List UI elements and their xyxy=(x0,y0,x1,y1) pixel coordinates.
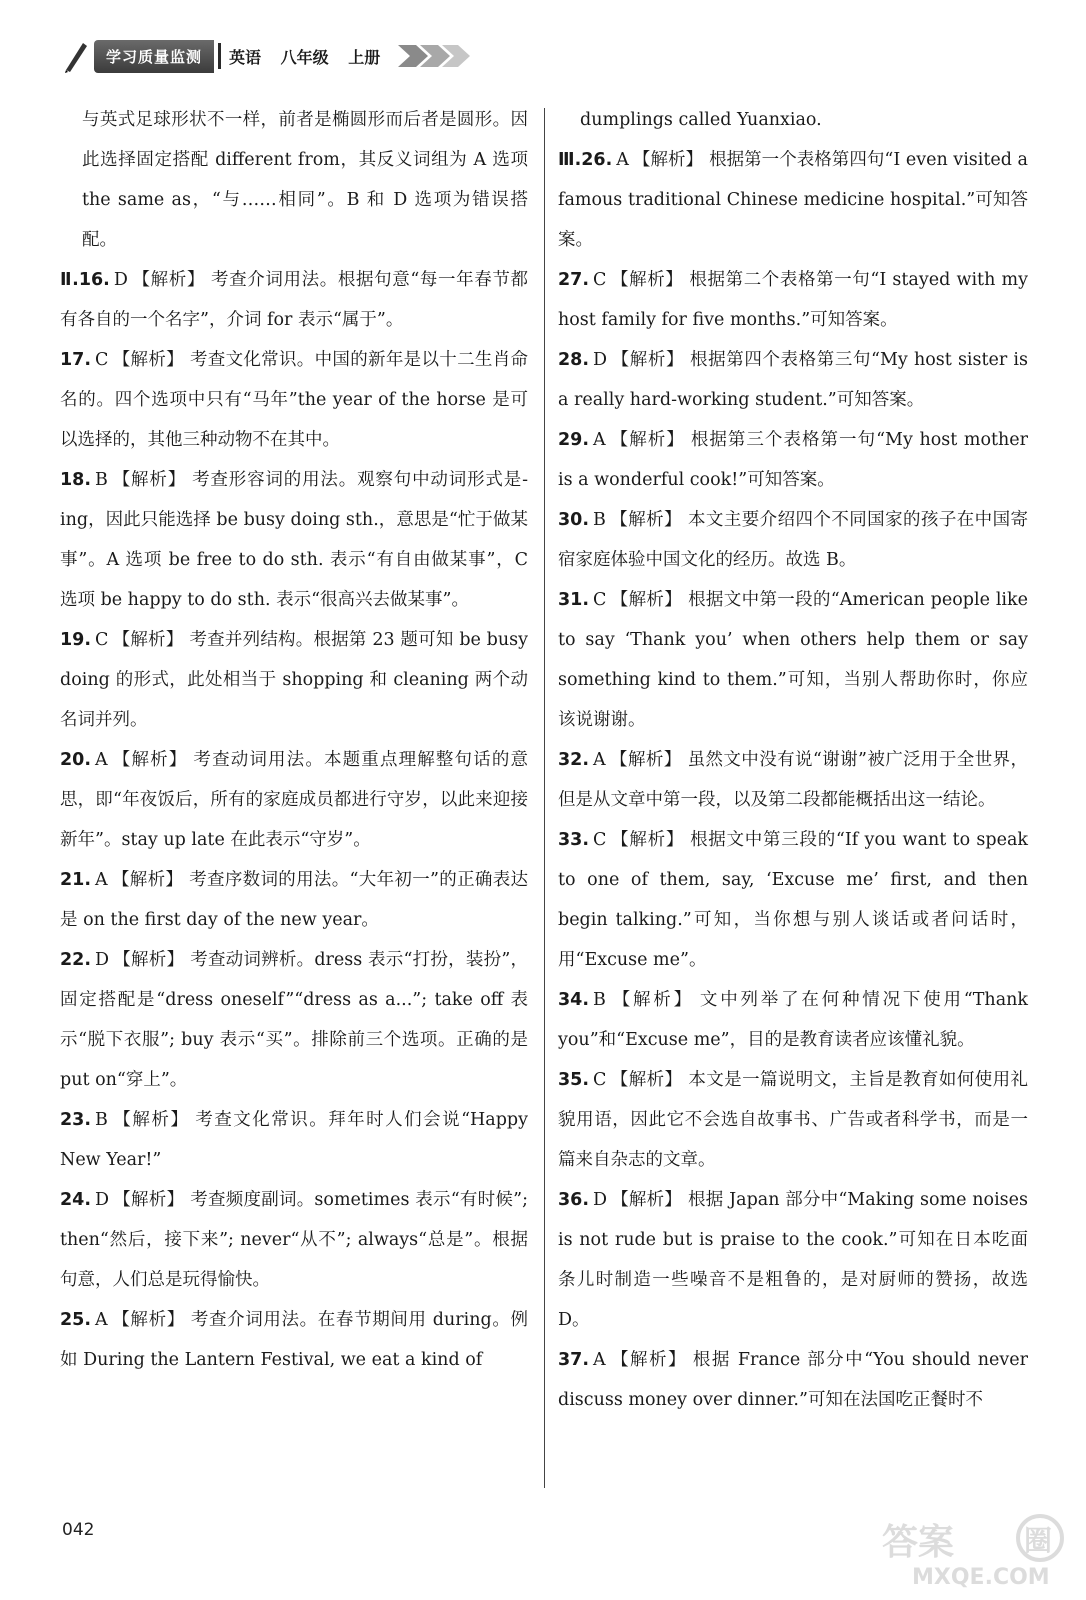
answer-entry xyxy=(558,740,1028,820)
continuation-text xyxy=(60,100,528,260)
page-header xyxy=(62,36,482,76)
answer-letter: B xyxy=(593,990,606,1010)
explanation-text: 考查动词用法。本题重点理解整句话的意思，即“年夜饭后，所有的家庭成员都进行守岁，以此来迎接新年”。stay up late 在此表示“守岁”。 xyxy=(60,750,529,850)
answer-entry xyxy=(60,1180,528,1300)
answer-letter: B xyxy=(95,470,108,490)
explanation-text: 考查介词用法。在春节期间用 during。例如 During the Lantern Festival, we eat a kind of xyxy=(60,1310,528,1370)
answer-letter: C xyxy=(95,630,109,650)
question-number: 30. xyxy=(558,510,590,530)
analysis-tag: 【解析】 xyxy=(632,150,704,170)
explanation-text: 考查并列结构。根据第 23 题可知 be busy doing 的形式，此处相当于 shopping 和 cleaning 两个动名词并列。 xyxy=(60,630,528,730)
answer-entry xyxy=(60,260,528,340)
analysis-tag: 【解析】 xyxy=(112,630,184,650)
analysis-tag: 【解析】 xyxy=(111,870,184,890)
answer-entry xyxy=(558,260,1028,340)
answer-letter: B xyxy=(593,510,606,530)
question-number: 29. xyxy=(558,430,590,450)
answer-entry xyxy=(60,860,528,940)
answer-letter: A xyxy=(616,150,629,170)
header-meta xyxy=(229,45,394,68)
continuation-text xyxy=(558,100,1028,140)
answer-entry xyxy=(60,460,528,620)
analysis-tag: 【解析】 xyxy=(610,830,685,850)
analysis-tag: 【解析】 xyxy=(112,350,184,370)
analysis-tag: 【解析】 xyxy=(609,430,685,450)
explanation-text: 根据第三个表格第一句“My host mother is a wonderful cook!”可知答案。 xyxy=(558,430,1029,490)
analysis-tag: 【解析】 xyxy=(113,1190,185,1210)
explanation-text: 考查介词用法。根据句意“每一年春节都有各自的一个名字”，介词 for 表示“属于”。 xyxy=(60,270,529,330)
question-number: 36. xyxy=(558,1190,590,1210)
question-number: 18. xyxy=(60,470,92,490)
answer-letter: A xyxy=(95,870,108,890)
question-number: 31. xyxy=(558,590,590,610)
answer-letter: D xyxy=(593,1190,608,1210)
left-column xyxy=(60,100,528,1380)
question-number: 23. xyxy=(60,1110,92,1130)
answer-entry xyxy=(558,1340,1028,1420)
answer-letter: D xyxy=(113,270,128,290)
answer-entry xyxy=(60,740,528,860)
answer-entry xyxy=(558,140,1028,260)
analysis-tag: 【解析】 xyxy=(610,590,683,610)
question-number: 22. xyxy=(60,950,92,970)
analysis-tag: 【解析】 xyxy=(609,750,682,770)
question-number: 26. xyxy=(581,150,613,170)
analysis-tag: 【解析】 xyxy=(111,750,188,770)
analysis-tag: 【解析】 xyxy=(611,1190,683,1210)
volume-label: 上册 xyxy=(348,47,381,67)
question-number: 20. xyxy=(60,750,92,770)
answer-entry xyxy=(60,620,528,740)
explanation-text: 根据文中第三段的“If you want to speak to one of them, say, ‘Excuse me’ first, and then begin talking.”可知，当你想与别人谈话或者问话时，用“Excuse me”。 xyxy=(558,830,1028,970)
explanation-text: 与英式足球形状不一样，前者是椭圆形而后者是圆形。因此选择固定搭配 different from，其反义词组为 A 选项 the same as，“与……相同”。B 和 D 选项为错误搭配。 xyxy=(82,110,528,250)
answer-letter: B xyxy=(95,1110,108,1130)
answer-letter: A xyxy=(95,1310,108,1330)
explanation-text: 本文主要介绍四个不同国家的孩子在中国寄宿家庭体验中国文化的经历。故选 B。 xyxy=(558,510,1029,570)
question-number: 24. xyxy=(60,1190,92,1210)
answer-entry xyxy=(558,420,1028,500)
answer-letter: C xyxy=(593,270,607,290)
answer-entry xyxy=(558,580,1028,740)
answer-entry xyxy=(60,1300,528,1380)
grade-label: 八年级 xyxy=(280,47,329,67)
question-number: 25. xyxy=(60,1310,92,1330)
answer-entry xyxy=(558,500,1028,580)
answer-entry xyxy=(558,1180,1028,1340)
analysis-tag: 【解析】 xyxy=(609,990,694,1010)
analysis-tag: 【解析】 xyxy=(610,270,684,290)
answer-letter: D xyxy=(95,1190,110,1210)
answer-letter: A xyxy=(593,750,606,770)
explanation-text: 根据文中第一段的“American people like to say ‘Thank you’ when others help them or say something kind to them.”可知，当别人帮助你时，你应该说谢谢。 xyxy=(558,590,1028,730)
question-number: 28. xyxy=(558,350,590,370)
explanation-text: dumplings called Yuanxiao. xyxy=(580,110,822,130)
explanation-text: 虽然文中没有说“谢谢”被广泛用于全世界，但是从文章中第一段，以及第二段都能概括出这一结论。 xyxy=(558,750,1028,810)
svg-text:答案: 答案 xyxy=(882,1522,955,1563)
svg-text:圈: 圈 xyxy=(1024,1524,1053,1557)
answer-entry xyxy=(558,980,1028,1060)
answer-letter: C xyxy=(593,1070,607,1090)
question-number: 33. xyxy=(558,830,590,850)
explanation-text: 考查文化常识。拜年时人们会说“Happy New Year!” xyxy=(60,1110,529,1170)
answer-entry xyxy=(60,1100,528,1180)
analysis-tag: 【解析】 xyxy=(609,510,682,530)
explanation-text: 根据 Japan 部分中“Making some noises is not rude but is praise to the cook.”可知在日本吃面条儿时制造一些噪音不是粗鲁的，是对厨师的赞扬，故选 D。 xyxy=(558,1190,1029,1330)
explanation-text: 根据第二个表格第一句“I stayed with my host family for five months.”可知答案。 xyxy=(558,270,1028,330)
answer-entry xyxy=(60,340,528,460)
pen-icon xyxy=(62,38,90,74)
analysis-tag: 【解析】 xyxy=(111,470,187,490)
analysis-tag: 【解析】 xyxy=(131,270,205,290)
question-number: 17. xyxy=(60,350,92,370)
answer-letter: A xyxy=(593,430,606,450)
explanation-text: 考查动词辨析。dress 表示“打扮，装扮”，固定搭配是“dress oneself”“dress as a...”; take off 表示“脱下衣服”; buy 表示“买”。排除前三个选项。正确的是 put on“穿上”。 xyxy=(60,950,529,1090)
question-number: 37. xyxy=(558,1350,590,1370)
answer-letter: C xyxy=(95,350,109,370)
question-number: 32. xyxy=(558,750,590,770)
question-number: 21. xyxy=(60,870,92,890)
column-divider xyxy=(544,108,545,1488)
question-number: 35. xyxy=(558,1070,590,1090)
answer-entry xyxy=(558,340,1028,420)
watermark-logo xyxy=(872,1512,1072,1590)
explanation-text: 本文是一篇说明文，主旨是教育如何使用礼貌用语，因此它不会选自故事书、广告或者科学书，而是一篇来自杂志的文章。 xyxy=(558,1070,1029,1170)
analysis-tag: 【解析】 xyxy=(113,950,185,970)
question-number: 34. xyxy=(558,990,590,1010)
question-number: 16. xyxy=(78,270,110,290)
analysis-tag: 【解析】 xyxy=(111,1110,190,1130)
answer-letter: D xyxy=(593,350,608,370)
answer-letter: C xyxy=(593,830,607,850)
analysis-tag: 【解析】 xyxy=(611,350,685,370)
explanation-text: 考查频度副词。sometimes 表示“有时候”; then“然后，接下来”; never“从不”; always“总是”。根据句意，人们总是玩得愉快。 xyxy=(60,1190,528,1290)
answer-letter: A xyxy=(95,750,108,770)
explanation-text: 考查文化常识。中国的新年是以十二生肖命名的。四个选项中只有“马年”the year of the horse 是可以选择的，其他三种动物不在其中。 xyxy=(60,350,529,450)
explanation-text: 根据第一个表格第四句“I even visited a famous traditional Chinese medicine hospital.”可知答案。 xyxy=(558,150,1028,250)
analysis-tag: 【解析】 xyxy=(111,1310,185,1330)
right-column xyxy=(558,100,1028,1420)
explanation-text: 文中列举了在何种情况下使用“Thank you”和“Excuse me”，目的是教育读者应该懂礼貌。 xyxy=(558,990,1029,1050)
analysis-tag: 【解析】 xyxy=(609,1350,687,1370)
explanation-text: 考查形容词的用法。观察句中动词形式是-ing，因此只能选择 be busy doing sth.，意思是“忙于做某事”。A 选项 be free to do sth. 表示“有自由做某事”，C 选项 be happy to do sth. 表示“很高兴去做某事”。 xyxy=(60,470,528,610)
header-separator xyxy=(218,43,221,69)
question-number: 27. xyxy=(558,270,590,290)
answer-entry xyxy=(60,940,528,1100)
section-marker: Ⅱ. xyxy=(60,270,79,290)
explanation-text: 根据第四个表格第三句“My host sister is a really hard-working student.”可知答案。 xyxy=(558,350,1028,410)
explanation-text: 根据 France 部分中“You should never discuss money over dinner.”可知在法国吃正餐时不 xyxy=(558,1350,1028,1410)
subject-label: 英语 xyxy=(229,47,262,67)
answer-entry xyxy=(558,1060,1028,1180)
answer-letter: D xyxy=(95,950,110,970)
section-marker: Ⅲ. xyxy=(558,150,582,170)
series-title: 学习质量监测 xyxy=(94,40,214,73)
chevron-arrows-icon xyxy=(398,41,478,71)
analysis-tag: 【解析】 xyxy=(610,1070,683,1090)
answer-letter: A xyxy=(593,1350,606,1370)
explanation-text: 考查序数词的用法。“大年初一”的正确表达是 on the first day of the new year。 xyxy=(60,870,528,930)
question-number: 19. xyxy=(60,630,92,650)
answer-letter: C xyxy=(593,590,607,610)
svg-text:MXQE.COM: MXQE.COM xyxy=(912,1565,1050,1590)
answer-entry xyxy=(558,820,1028,980)
page-number: 042 xyxy=(62,1520,95,1540)
